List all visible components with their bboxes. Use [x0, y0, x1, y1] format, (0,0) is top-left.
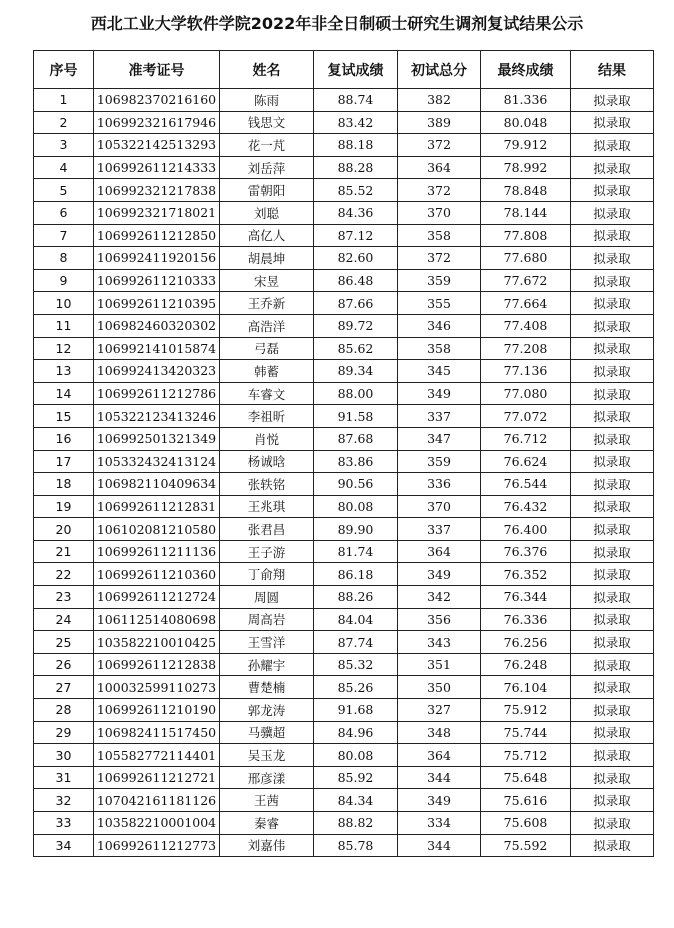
- table-row: [34, 134, 654, 157]
- cell-name: 丁俞翔: [220, 563, 314, 586]
- cell-index: 5: [34, 179, 94, 202]
- cell-index: 21: [34, 540, 94, 563]
- cell-initial-total: 359: [398, 450, 481, 473]
- table-row: [34, 699, 654, 722]
- cell-initial-total: 337: [398, 518, 481, 541]
- table-row: [34, 179, 654, 202]
- cell-retest-score: 87.68: [314, 427, 398, 450]
- cell-initial-total: 389: [398, 111, 481, 134]
- cell-exam-id: 103582210001004: [94, 812, 220, 835]
- cell-name: 花一芃: [220, 134, 314, 157]
- cell-name: 刘聪: [220, 201, 314, 224]
- cell-retest-score: 85.52: [314, 179, 398, 202]
- cell-retest-score: 82.60: [314, 247, 398, 270]
- cell-name: 吴玉龙: [220, 744, 314, 767]
- cell-retest-score: 88.82: [314, 812, 398, 835]
- cell-final-score: 76.344: [481, 586, 571, 609]
- cell-index: 15: [34, 405, 94, 428]
- cell-name: 曹楚楠: [220, 676, 314, 699]
- table-row: [34, 292, 654, 315]
- table-row: [34, 382, 654, 405]
- header-row: [34, 51, 654, 89]
- cell-name: 车睿文: [220, 382, 314, 405]
- table-row: [34, 337, 654, 360]
- table-row: [34, 834, 654, 857]
- cell-index: 2: [34, 111, 94, 134]
- cell-exam-id: 106992611212724: [94, 586, 220, 609]
- table-row: [34, 586, 654, 609]
- cell-index: 27: [34, 676, 94, 699]
- cell-retest-score: 88.00: [314, 382, 398, 405]
- results-table: [33, 50, 654, 857]
- cell-name: 李祖昕: [220, 405, 314, 428]
- cell-retest-score: 87.66: [314, 292, 398, 315]
- cell-exam-id: 100032599110273: [94, 676, 220, 699]
- cell-exam-id: 106982411517450: [94, 721, 220, 744]
- cell-index: 31: [34, 766, 94, 789]
- cell-index: 11: [34, 314, 94, 337]
- cell-exam-id: 106982460320302: [94, 314, 220, 337]
- cell-result: 拟录取: [571, 314, 654, 337]
- cell-retest-score: 88.18: [314, 134, 398, 157]
- cell-result: 拟录取: [571, 427, 654, 450]
- cell-name: 秦睿: [220, 812, 314, 835]
- cell-retest-score: 84.36: [314, 201, 398, 224]
- cell-initial-total: 343: [398, 631, 481, 654]
- cell-index: 34: [34, 834, 94, 857]
- cell-final-score: 75.712: [481, 744, 571, 767]
- cell-retest-score: 80.08: [314, 495, 398, 518]
- cell-name: 刘岳萍: [220, 156, 314, 179]
- table-row: [34, 631, 654, 654]
- cell-name: 胡晨坤: [220, 247, 314, 270]
- cell-final-score: 77.808: [481, 224, 571, 247]
- cell-final-score: 76.712: [481, 427, 571, 450]
- table-row: [34, 224, 654, 247]
- cell-final-score: 77.072: [481, 405, 571, 428]
- cell-retest-score: 85.78: [314, 834, 398, 857]
- cell-result: 拟录取: [571, 608, 654, 631]
- cell-initial-total: 359: [398, 269, 481, 292]
- cell-final-score: 78.992: [481, 156, 571, 179]
- cell-exam-id: 105322123413246: [94, 405, 220, 428]
- cell-result: 拟录取: [571, 563, 654, 586]
- cell-index: 3: [34, 134, 94, 157]
- cell-exam-id: 106992611212773: [94, 834, 220, 857]
- cell-result: 拟录取: [571, 676, 654, 699]
- table-row: [34, 360, 654, 383]
- cell-index: 32: [34, 789, 94, 812]
- cell-initial-total: 358: [398, 224, 481, 247]
- cell-initial-total: 372: [398, 179, 481, 202]
- cell-index: 13: [34, 360, 94, 383]
- cell-name: 邢彦漾: [220, 766, 314, 789]
- table-row: [34, 495, 654, 518]
- table-row: [34, 812, 654, 835]
- cell-index: 8: [34, 247, 94, 270]
- cell-exam-id: 105332432413124: [94, 450, 220, 473]
- table-row: [34, 676, 654, 699]
- table-body: [34, 89, 654, 857]
- cell-result: 拟录取: [571, 812, 654, 835]
- cell-final-score: 76.352: [481, 563, 571, 586]
- cell-exam-id: 106992611210333: [94, 269, 220, 292]
- cell-retest-score: 85.32: [314, 653, 398, 676]
- cell-result: 拟录取: [571, 337, 654, 360]
- table-row: [34, 721, 654, 744]
- cell-result: 拟录取: [571, 495, 654, 518]
- cell-initial-total: 364: [398, 156, 481, 179]
- cell-name: 孙耀宇: [220, 653, 314, 676]
- cell-index: 6: [34, 201, 94, 224]
- cell-name: 杨诚晗: [220, 450, 314, 473]
- table-row: [34, 766, 654, 789]
- cell-name: 王兆琪: [220, 495, 314, 518]
- cell-initial-total: 358: [398, 337, 481, 360]
- cell-exam-id: 107042161181126: [94, 789, 220, 812]
- cell-exam-id: 106992321217838: [94, 179, 220, 202]
- cell-initial-total: 351: [398, 653, 481, 676]
- cell-retest-score: 88.28: [314, 156, 398, 179]
- cell-initial-total: 370: [398, 201, 481, 224]
- cell-index: 25: [34, 631, 94, 654]
- cell-result: 拟录取: [571, 473, 654, 496]
- cell-final-score: 78.848: [481, 179, 571, 202]
- cell-exam-id: 106992611212786: [94, 382, 220, 405]
- cell-result: 拟录取: [571, 201, 654, 224]
- table-row: [34, 269, 654, 292]
- cell-retest-score: 84.96: [314, 721, 398, 744]
- cell-name: 周圆: [220, 586, 314, 609]
- cell-final-score: 77.136: [481, 360, 571, 383]
- table-row: [34, 563, 654, 586]
- cell-retest-score: 86.48: [314, 269, 398, 292]
- cell-initial-total: 382: [398, 89, 481, 112]
- cell-name: 高亿人: [220, 224, 314, 247]
- table-row: [34, 540, 654, 563]
- cell-final-score: 75.648: [481, 766, 571, 789]
- cell-result: 拟录取: [571, 450, 654, 473]
- cell-retest-score: 87.74: [314, 631, 398, 654]
- cell-exam-id: 106102081210580: [94, 518, 220, 541]
- cell-index: 10: [34, 292, 94, 315]
- cell-result: 拟录取: [571, 269, 654, 292]
- cell-name: 张轶铭: [220, 473, 314, 496]
- cell-final-score: 76.624: [481, 450, 571, 473]
- cell-exam-id: 106992413420323: [94, 360, 220, 383]
- cell-index: 23: [34, 586, 94, 609]
- cell-initial-total: 364: [398, 744, 481, 767]
- cell-result: 拟录取: [571, 518, 654, 541]
- cell-final-score: 76.432: [481, 495, 571, 518]
- cell-result: 拟录取: [571, 89, 654, 112]
- cell-final-score: 75.608: [481, 812, 571, 835]
- cell-exam-id: 105322142513293: [94, 134, 220, 157]
- table-row: [34, 450, 654, 473]
- cell-result: 拟录取: [571, 224, 654, 247]
- cell-final-score: 76.400: [481, 518, 571, 541]
- cell-final-score: 76.544: [481, 473, 571, 496]
- cell-result: 拟录取: [571, 540, 654, 563]
- cell-result: 拟录取: [571, 111, 654, 134]
- table-row: [34, 201, 654, 224]
- cell-name: 郭龙涛: [220, 699, 314, 722]
- cell-result: 拟录取: [571, 247, 654, 270]
- cell-retest-score: 91.58: [314, 405, 398, 428]
- cell-initial-total: 347: [398, 427, 481, 450]
- cell-retest-score: 89.72: [314, 314, 398, 337]
- header-retest-score: 复试成绩: [314, 51, 398, 89]
- header-name: 姓名: [220, 51, 314, 89]
- cell-result: 拟录取: [571, 766, 654, 789]
- cell-initial-total: 355: [398, 292, 481, 315]
- table-row: [34, 247, 654, 270]
- cell-exam-id: 106992141015874: [94, 337, 220, 360]
- cell-result: 拟录取: [571, 179, 654, 202]
- cell-result: 拟录取: [571, 789, 654, 812]
- cell-name: 张君昌: [220, 518, 314, 541]
- cell-result: 拟录取: [571, 653, 654, 676]
- cell-name: 宋昱: [220, 269, 314, 292]
- cell-exam-id: 106992321718021: [94, 201, 220, 224]
- cell-index: 20: [34, 518, 94, 541]
- cell-final-score: 77.680: [481, 247, 571, 270]
- table-row: [34, 473, 654, 496]
- cell-exam-id: 106982110409634: [94, 473, 220, 496]
- table-row: [34, 518, 654, 541]
- cell-retest-score: 85.26: [314, 676, 398, 699]
- cell-index: 18: [34, 473, 94, 496]
- cell-index: 29: [34, 721, 94, 744]
- cell-retest-score: 85.62: [314, 337, 398, 360]
- cell-exam-id: 106992611210395: [94, 292, 220, 315]
- header-result: 结果: [571, 51, 654, 89]
- cell-index: 16: [34, 427, 94, 450]
- cell-initial-total: 350: [398, 676, 481, 699]
- cell-retest-score: 86.18: [314, 563, 398, 586]
- cell-final-score: 77.080: [481, 382, 571, 405]
- cell-retest-score: 84.04: [314, 608, 398, 631]
- cell-retest-score: 84.34: [314, 789, 398, 812]
- cell-name: 钱思文: [220, 111, 314, 134]
- header-index: 序号: [34, 51, 94, 89]
- cell-retest-score: 91.68: [314, 699, 398, 722]
- cell-initial-total: 349: [398, 789, 481, 812]
- table-row: [34, 111, 654, 134]
- cell-final-score: 76.248: [481, 653, 571, 676]
- cell-final-score: 78.144: [481, 201, 571, 224]
- cell-retest-score: 88.26: [314, 586, 398, 609]
- cell-result: 拟录取: [571, 156, 654, 179]
- cell-exam-id: 106982370216160: [94, 89, 220, 112]
- cell-name: 肖悦: [220, 427, 314, 450]
- cell-result: 拟录取: [571, 721, 654, 744]
- cell-index: 22: [34, 563, 94, 586]
- cell-result: 拟录取: [571, 382, 654, 405]
- cell-exam-id: 106992611211136: [94, 540, 220, 563]
- cell-name: 王茜: [220, 789, 314, 812]
- cell-retest-score: 80.08: [314, 744, 398, 767]
- cell-result: 拟录取: [571, 834, 654, 857]
- cell-index: 12: [34, 337, 94, 360]
- cell-exam-id: 106992611212831: [94, 495, 220, 518]
- cell-result: 拟录取: [571, 631, 654, 654]
- cell-name: 王乔新: [220, 292, 314, 315]
- cell-exam-id: 106992501321349: [94, 427, 220, 450]
- cell-final-score: 77.208: [481, 337, 571, 360]
- cell-initial-total: 337: [398, 405, 481, 428]
- table-row: [34, 156, 654, 179]
- cell-final-score: 76.376: [481, 540, 571, 563]
- cell-initial-total: 344: [398, 766, 481, 789]
- cell-final-score: 76.256: [481, 631, 571, 654]
- cell-final-score: 81.336: [481, 89, 571, 112]
- cell-result: 拟录取: [571, 586, 654, 609]
- cell-exam-id: 106112514080698: [94, 608, 220, 631]
- cell-exam-id: 105582772114401: [94, 744, 220, 767]
- table-row: [34, 608, 654, 631]
- cell-result: 拟录取: [571, 744, 654, 767]
- page-title: 西北工业大学软件学院2022年非全日制硕士研究生调剂复试结果公示: [90, 14, 584, 33]
- cell-exam-id: 106992411920156: [94, 247, 220, 270]
- cell-index: 1: [34, 89, 94, 112]
- table-row: [34, 744, 654, 767]
- table-row: [34, 405, 654, 428]
- cell-initial-total: 334: [398, 812, 481, 835]
- cell-retest-score: 88.74: [314, 89, 398, 112]
- cell-final-score: 77.672: [481, 269, 571, 292]
- header-exam-id: 准考证号: [94, 51, 220, 89]
- cell-initial-total: 372: [398, 134, 481, 157]
- cell-index: 7: [34, 224, 94, 247]
- cell-name: 韩蓄: [220, 360, 314, 383]
- cell-retest-score: 90.56: [314, 473, 398, 496]
- cell-retest-score: 89.90: [314, 518, 398, 541]
- cell-exam-id: 106992611212838: [94, 653, 220, 676]
- cell-index: 4: [34, 156, 94, 179]
- cell-result: 拟录取: [571, 360, 654, 383]
- table-header: [34, 51, 654, 89]
- cell-initial-total: 327: [398, 699, 481, 722]
- cell-exam-id: 106992321617946: [94, 111, 220, 134]
- table-row: [34, 314, 654, 337]
- cell-name: 王雪洋: [220, 631, 314, 654]
- cell-index: 33: [34, 812, 94, 835]
- table-row: [34, 427, 654, 450]
- cell-result: 拟录取: [571, 405, 654, 428]
- cell-initial-total: 344: [398, 834, 481, 857]
- cell-name: 王子游: [220, 540, 314, 563]
- cell-retest-score: 83.42: [314, 111, 398, 134]
- cell-final-score: 75.616: [481, 789, 571, 812]
- cell-name: 周高岩: [220, 608, 314, 631]
- header-final-score: 最终成绩: [481, 51, 571, 89]
- cell-retest-score: 85.92: [314, 766, 398, 789]
- cell-exam-id: 106992611214333: [94, 156, 220, 179]
- cell-initial-total: 370: [398, 495, 481, 518]
- cell-exam-id: 106992611212721: [94, 766, 220, 789]
- cell-retest-score: 89.34: [314, 360, 398, 383]
- table-row: [34, 89, 654, 112]
- cell-final-score: 75.744: [481, 721, 571, 744]
- cell-final-score: 79.912: [481, 134, 571, 157]
- cell-final-score: 77.664: [481, 292, 571, 315]
- cell-result: 拟录取: [571, 134, 654, 157]
- cell-retest-score: 83.86: [314, 450, 398, 473]
- cell-final-score: 75.912: [481, 699, 571, 722]
- cell-name: 陈雨: [220, 89, 314, 112]
- cell-final-score: 80.048: [481, 111, 571, 134]
- table-row: [34, 789, 654, 812]
- cell-index: 28: [34, 699, 94, 722]
- cell-name: 弓磊: [220, 337, 314, 360]
- cell-exam-id: 106992611210190: [94, 699, 220, 722]
- cell-index: 26: [34, 653, 94, 676]
- cell-name: 马骥超: [220, 721, 314, 744]
- cell-exam-id: 106992611212850: [94, 224, 220, 247]
- table-row: [34, 653, 654, 676]
- cell-name: 高浩洋: [220, 314, 314, 337]
- cell-final-score: 76.104: [481, 676, 571, 699]
- cell-exam-id: 103582210010425: [94, 631, 220, 654]
- cell-final-score: 76.336: [481, 608, 571, 631]
- cell-index: 30: [34, 744, 94, 767]
- cell-initial-total: 345: [398, 360, 481, 383]
- cell-index: 19: [34, 495, 94, 518]
- cell-result: 拟录取: [571, 292, 654, 315]
- cell-initial-total: 342: [398, 586, 481, 609]
- cell-initial-total: 346: [398, 314, 481, 337]
- cell-name: 刘嘉伟: [220, 834, 314, 857]
- cell-final-score: 75.592: [481, 834, 571, 857]
- cell-index: 14: [34, 382, 94, 405]
- cell-index: 24: [34, 608, 94, 631]
- cell-initial-total: 349: [398, 382, 481, 405]
- cell-index: 9: [34, 269, 94, 292]
- cell-retest-score: 81.74: [314, 540, 398, 563]
- cell-initial-total: 372: [398, 247, 481, 270]
- cell-initial-total: 356: [398, 608, 481, 631]
- cell-final-score: 77.408: [481, 314, 571, 337]
- cell-initial-total: 348: [398, 721, 481, 744]
- cell-name: 雷朝阳: [220, 179, 314, 202]
- cell-exam-id: 106992611210360: [94, 563, 220, 586]
- cell-initial-total: 364: [398, 540, 481, 563]
- cell-initial-total: 349: [398, 563, 481, 586]
- cell-initial-total: 336: [398, 473, 481, 496]
- header-initial-total: 初试总分: [398, 51, 481, 89]
- cell-index: 17: [34, 450, 94, 473]
- cell-result: 拟录取: [571, 699, 654, 722]
- cell-retest-score: 87.12: [314, 224, 398, 247]
